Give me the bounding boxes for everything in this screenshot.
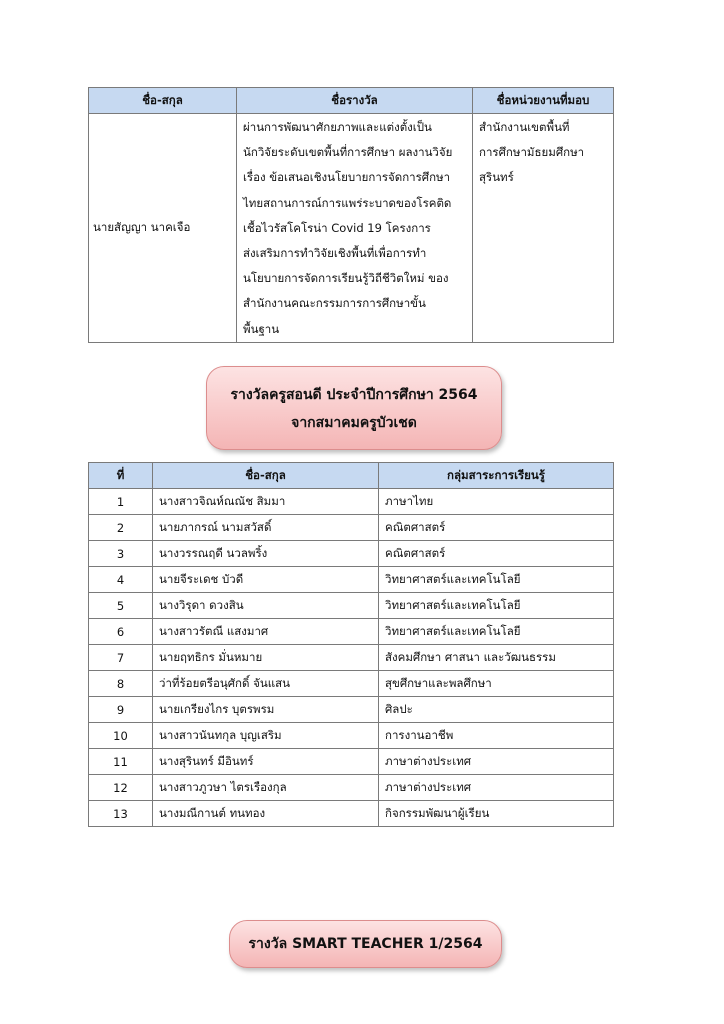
table-row [89, 489, 614, 515]
table-row [89, 541, 614, 567]
row-number: 4 [89, 567, 153, 593]
row-number: 10 [89, 723, 153, 749]
row-number: 1 [89, 489, 153, 515]
row-number: 8 [89, 671, 153, 697]
banner-title-line1: รางวัลครูสอนดี ประจำปีการศึกษา 2564 [230, 387, 478, 403]
award-table-header [89, 88, 614, 114]
award-description [237, 114, 473, 343]
table-row [89, 697, 614, 723]
subject-group: วิทยาศาสตร์และเทคโนโลยี [379, 619, 614, 645]
table-row [89, 749, 614, 775]
agency-line: การศึกษามัธยมศึกษา [479, 145, 585, 160]
subject-group: สุขศึกษาและพลศึกษา [379, 671, 614, 697]
row-number: 13 [89, 801, 153, 827]
teacher-name: นายจีระเดช บัวดี [153, 567, 379, 593]
table-row [89, 645, 614, 671]
teacher-name: นางวรรณฤดี นวลพริ้ง [153, 541, 379, 567]
table-row [89, 593, 614, 619]
subject-group: ภาษาต่างประเทศ [379, 775, 614, 801]
subject-group: การงานอาชีพ [379, 723, 614, 749]
table-row [89, 775, 614, 801]
row-number: 6 [89, 619, 153, 645]
award-line: นโยบายการจัดการเรียนรู้วิถีชีวิตใหม่ ของ [243, 271, 449, 286]
agency-name [473, 114, 614, 343]
subject-group: สังคมศึกษา ศาสนา และวัฒนธรรม [379, 645, 614, 671]
subject-group: คณิตศาสตร์ [379, 515, 614, 541]
subject-group: ศิลปะ [379, 697, 614, 723]
award-line: พื้นฐาน [243, 321, 280, 336]
award-line: ไทยสถานการณ์การแพร่ระบาดของโรคติด [243, 195, 452, 210]
row-number: 2 [89, 515, 153, 541]
subject-group: ภาษาไทย [379, 489, 614, 515]
teacher-name: นางสุรินทร์ มีอินทร์ [153, 749, 379, 775]
recipient-name: นายสัญญา นาคเจือ [89, 114, 237, 343]
table-row [89, 801, 614, 827]
header-name: ชื่อ-สกุล [89, 88, 237, 114]
award-line: สำนักงานคณะกรรมการการศึกษาขั้น [243, 296, 426, 311]
award-line: เชื้อไวรัสโคโรน่า Covid 19 โครงการ [243, 220, 431, 235]
table-row [89, 114, 614, 343]
award-line: เรื่อง ข้อเสนอเชิงนโยบายการจัดการศึกษา [243, 170, 451, 185]
teacher-name: นางสาวจิณห์ณณัช สิมมา [153, 489, 379, 515]
header-subject: กลุ่มสาระการเรียนรู้ [379, 463, 614, 489]
smart-teacher-banner: รางวัล SMART TEACHER 1/2564 [229, 920, 502, 968]
header-agency: ชื่อหน่วยงานที่มอบ [473, 88, 614, 114]
teacher-name: นางมณีกานต์ ทนทอง [153, 801, 379, 827]
teacher-table-header [89, 463, 614, 489]
subject-group: วิทยาศาสตร์และเทคโนโลยี [379, 593, 614, 619]
subject-group: วิทยาศาสตร์และเทคโนโลยี [379, 567, 614, 593]
teacher-name: นายภากรณ์ นามสวัสดิ์ [153, 515, 379, 541]
table-row [89, 723, 614, 749]
header-award: ชื่อรางวัล [237, 88, 473, 114]
table-row [89, 619, 614, 645]
agency-line: สำนักงานเขตพื้นที่ [479, 120, 570, 134]
banner-title-line2: จากสมาคมครูบัวเชด [291, 415, 417, 431]
teacher-name: ว่าที่ร้อยตรีอนุศักดิ์ จันแสน [153, 671, 379, 697]
teacher-table [88, 462, 614, 827]
award-line: ส่งเสริมการทำวิจัยเชิงพื้นที่เพื่อการทำ [243, 245, 427, 260]
teacher-name: นางสาวภูวษา ไตรเรืองกุล [153, 775, 379, 801]
row-number: 5 [89, 593, 153, 619]
teacher-name: นางสาวรัตณี แสงมาศ [153, 619, 379, 645]
row-number: 12 [89, 775, 153, 801]
subject-group: คณิตศาสตร์ [379, 541, 614, 567]
table-row [89, 515, 614, 541]
teacher-name: นายฤทธิกร มั่นหมาย [153, 645, 379, 671]
row-number: 7 [89, 645, 153, 671]
teacher-name: นางสาวนันทกุล บุญเสริม [153, 723, 379, 749]
header-name: ชื่อ-สกุล [153, 463, 379, 489]
table-row [89, 567, 614, 593]
good-teacher-award-banner [206, 366, 502, 450]
teacher-name: นายเกรียงไกร บุตรพรม [153, 697, 379, 723]
teacher-name: นางวิรุดา ดวงสิน [153, 593, 379, 619]
row-number: 11 [89, 749, 153, 775]
award-table [88, 87, 614, 343]
award-line: นักวิจัยระดับเขตพื้นที่การศึกษา ผลงานวิจัย [243, 145, 453, 160]
row-number: 9 [89, 697, 153, 723]
row-number: 3 [89, 541, 153, 567]
subject-group: ภาษาต่างประเทศ [379, 749, 614, 775]
agency-line: สุรินทร์ [479, 170, 514, 185]
subject-group: กิจกรรมพัฒนาผู้เรียน [379, 801, 614, 827]
award-line: ผ่านการพัฒนาศักยภาพและแต่งตั้งเป็น [243, 120, 432, 134]
header-no: ที่ [89, 463, 153, 489]
table-row [89, 671, 614, 697]
